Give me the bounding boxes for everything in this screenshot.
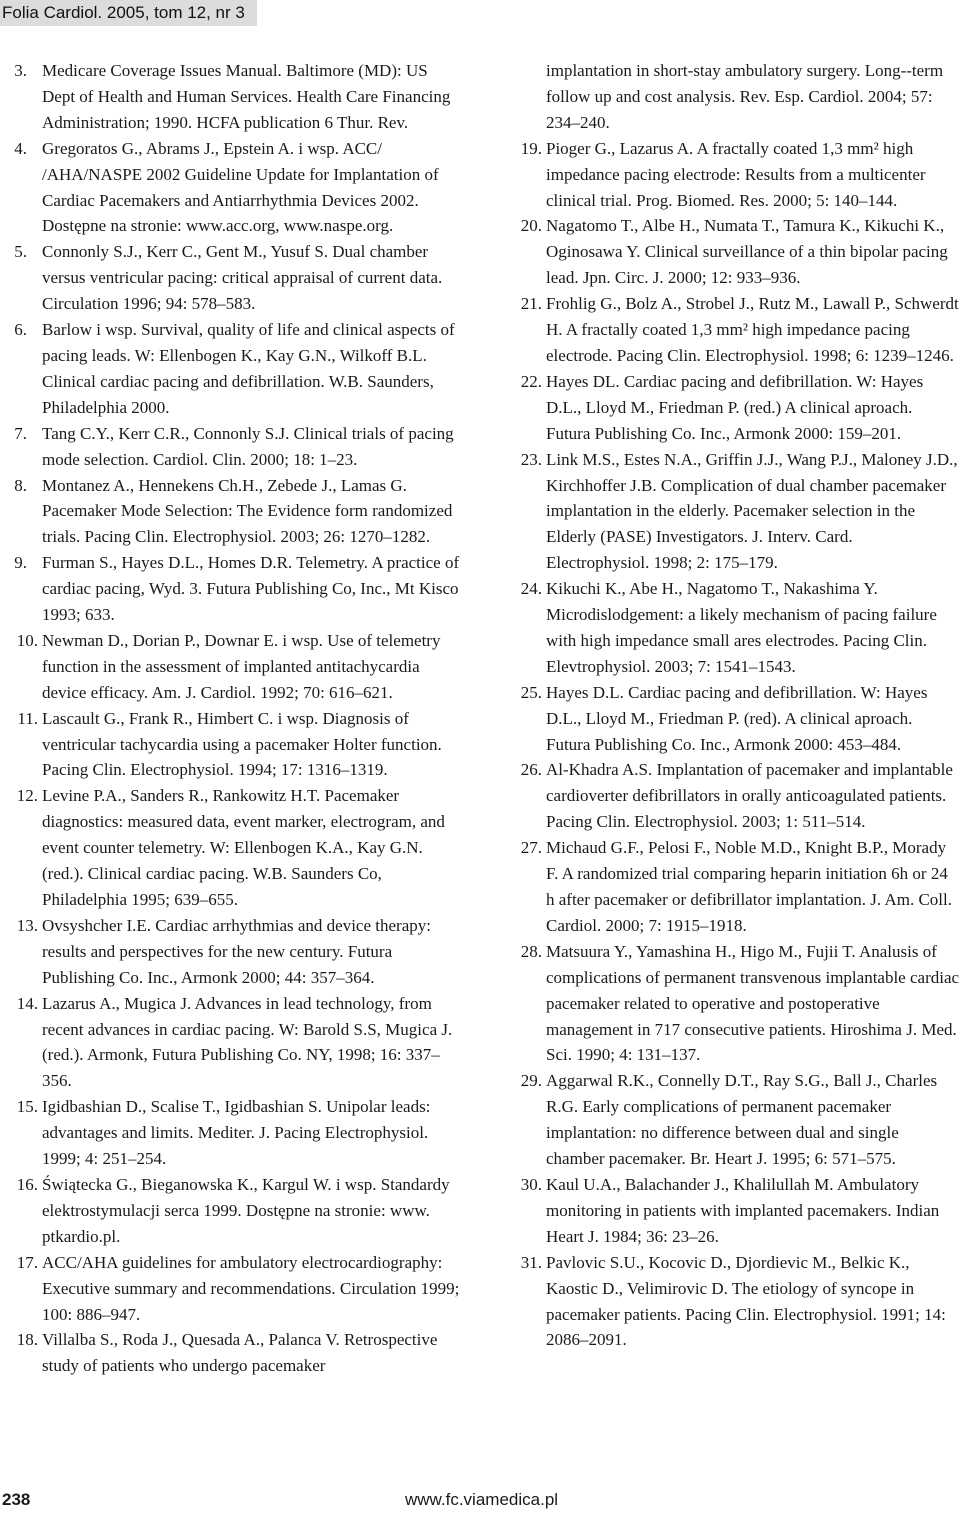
reference-item xyxy=(6,1327,460,1379)
page-number: 238 xyxy=(2,1490,31,1509)
reference-text: implantation in short-stay ambulatory surgery. Long--term follow up and cost analysis. Rev. Esp. Cardiol. 2004; 57: 234–240. xyxy=(546,61,944,132)
reference-item xyxy=(6,58,460,136)
reference-item xyxy=(6,473,460,551)
reference-item xyxy=(6,317,460,421)
reference-number: 27. xyxy=(520,838,542,858)
reference-text: Gregoratos G., Abrams J., Epstein A. i wsp. ACC/ /AHA/NASPE 2002 Guideline Update for Implantation of Cardiac Pacemakers and Antiarrhythmia Devices 2002. Dostępne na stronie: www.acc.org, www.naspe.org. xyxy=(42,138,439,236)
reference-number: 9. xyxy=(14,553,27,573)
reference-number: 31. xyxy=(520,1252,542,1272)
reference-number: 12. xyxy=(16,786,38,806)
reference-item xyxy=(510,680,960,758)
reference-text: Villalba S., Roda J., Quesada A., Palanca V. Retrospective study of patients who undergo pacemaker xyxy=(42,1330,438,1376)
reference-item xyxy=(6,628,460,706)
reference-text: Al-Khadra A.S. Implantation of pacemaker and implantable cardioverter defibrillators in orally anticoagulated patients. Pacing Clin. Electrophysiol. 2003; 1: 511–514. xyxy=(546,760,953,832)
reference-number: 7. xyxy=(14,423,27,443)
journal-website: www.fc.viamedica.pl xyxy=(405,1490,559,1509)
page-footer xyxy=(0,1490,960,1514)
reference-text: Hayes DL. Cardiac pacing and defibrillation. W: Hayes D.L., Lloyd M., Friedman P. (red.) A clinical aproach. Futura Publishing Co. Inc., Armonk 2000: 159–201. xyxy=(546,371,924,443)
reference-text: Ovsyshcher I.E. Cardiac arrhythmias and device therapy: results and perspectives for the new century. Futura Publishing Co. Inc., Armonk 2000; 44: 357–364. xyxy=(42,915,431,987)
reference-item xyxy=(6,239,460,317)
reference-text: Aggarwal R.K., Connelly D.T., Ray S.G., Ball J., Charles R.G. Early complications of permanent pacemaker implantation: no difference between dual and single chamber pacemaker. Br. Heart J. 1995; 6: 571–575. xyxy=(546,1071,938,1169)
reference-item xyxy=(6,421,460,473)
reference-text: Hayes D.L. Cardiac pacing and defibrillation. W: Hayes D.L., Lloyd M., Friedman P. (red). A clinical aproach. Futura Publishing Co. Inc., Armonk 2000: 453–484. xyxy=(546,682,928,754)
reference-number: 5. xyxy=(14,242,27,262)
reference-number: 28. xyxy=(520,941,542,961)
reference-item xyxy=(6,783,460,913)
reference-number: 11. xyxy=(17,708,38,728)
reference-number: 30. xyxy=(520,1174,542,1194)
reference-text: ACC/AHA guidelines for ambulatory electrocardiography: Executive summary and recommendations. Circulation 1999; 100: 886–947. xyxy=(42,1252,460,1324)
reference-item xyxy=(510,1068,960,1172)
reference-text: Nagatomo T., Albe H., Numata T., Tamura K., Kikuchi K., Oginosawa Y. Clinical surveillance of a thin bipolar pacing lead. Jpn. Circ. J. 2000; 12: 933–936. xyxy=(546,216,948,288)
reference-item xyxy=(510,835,960,939)
reference-number: 25. xyxy=(520,682,542,702)
reference-text: Lazarus A., Mugica J. Advances in lead technology, from recent advances in cardiac pacing. W: Barold S.S, Mugica J. (red.). Armonk, Futura Publishing Co. NY, 1998; 16: 337–356. xyxy=(42,993,453,1091)
reference-text: Connonly S.J., Kerr C., Gent M., Yusuf S. Dual chamber versus ventricular pacing: critical appraisal of current data. Circulation 1996; 94: 578–583. xyxy=(42,242,443,314)
reference-item xyxy=(510,1250,960,1354)
reference-number: 14. xyxy=(16,993,38,1013)
reference-text: Świątecka G., Bieganowska K., Kargul W. i wsp. Standardy elektrostymulacji serca 1999. Dostępne na stronie: www. ptkardio.pl. xyxy=(42,1174,450,1246)
reference-text: Kaul U.A., Balachander J., Khalilullah M. Ambulatory monitoring in patients with implanted pacemakers. Indian Heart J. 1984; 36: 23–26. xyxy=(546,1174,940,1246)
reference-number: 15. xyxy=(16,1097,38,1117)
reference-text: Link M.S., Estes N.A., Griffin J.J., Wang P.J., Maloney J.D., Kirchhoffer J.B. Complication of dual chamber pacemaker implantation in the elderly. Pacemaker selection in the Elderly (PASE) Investigators. J. Interv. Card. Electrophysiol. 1998; 2: 175–179. xyxy=(546,449,958,573)
references-left-column xyxy=(6,58,460,1379)
reference-item xyxy=(510,1172,960,1250)
reference-item xyxy=(510,369,960,447)
reference-text: Lascault G., Frank R., Himbert C. i wsp. Diagnosis of ventricular tachycardia using a pacemaker Holter function. Pacing Clin. Electrophysiol. 1994; 17: 1316–1319. xyxy=(42,708,442,780)
reference-text: Frohlig G., Bolz A., Strobel J., Rutz M., Lawall P., Schwerdt H. A fractally coated 1,3 mm² high impedance pacing electrode. Pacing Clin. Electrophysiol. 1998; 6: 1239–1246. xyxy=(546,294,959,365)
reference-number: 24. xyxy=(520,579,542,599)
reference-number: 4. xyxy=(14,138,27,158)
journal-header: Folia Cardiol. 2005, tom 12, nr 3 xyxy=(0,0,257,26)
reference-text: Pioger G., Lazarus A. A fractally coated 1,3 mm² high impedance pacing electrode: Results from a multicenter clinical trial. Prog. Biomed. Res. 2000; 5: 140–144. xyxy=(546,138,926,210)
reference-number: 21. xyxy=(520,294,542,314)
reference-text: Matsuura Y., Yamashina H., Higo M., Fujii T. Analusis of complications of permanent transvenous implantable cardiac pacemaker related to operative and postoperative management in 717 consecutive patients. Hiroshima J. Med. Sci. 1990; 4: 131–137. xyxy=(546,941,960,1065)
reference-text: Levine P.A., Sanders R., Rankowitz H.T. Pacemaker diagnostics: measured data, event marker, electrogram, and event counter telemetry. W: Ellenbogen K.A., Kay G.N. (red.). Clinical cardiac pacing. W.B. Saunders Co, Philadelphia 1995; 639–655. xyxy=(42,786,445,909)
reference-item xyxy=(6,550,460,628)
reference-item xyxy=(510,447,960,577)
reference-item xyxy=(510,939,960,1069)
reference-text: Tang C.Y., Kerr C.R., Connonly S.J. Clinical trials of pacing mode selection. Cardiol. Clin. 2000; 18: 1–23. xyxy=(42,423,454,469)
reference-number: 29. xyxy=(520,1071,542,1091)
reference-text: Newman D., Dorian P., Downar E. i wsp. Use of telemetry function in the assessment of implanted antitachycardia device efficacy. Am. J. Cardiol. 1992; 70: 616–621. xyxy=(42,630,441,702)
reference-text: Medicare Coverage Issues Manual. Baltimore (MD): US Dept of Health and Human Services. Health Care Financing Administration; 1990. HCFA publication 6 Thur. Rev. xyxy=(42,61,451,132)
reference-text: Furman S., Hayes D.L., Homes D.R. Telemetry. A practice of cardiac pacing, Wyd. 3. Futura Publishing Co, Inc., Mt Kisco 1993; 633. xyxy=(42,553,460,625)
reference-number: 3. xyxy=(14,61,27,80)
reference-number: 16. xyxy=(16,1174,38,1194)
reference-item xyxy=(6,1094,460,1172)
reference-item xyxy=(6,913,460,991)
reference-text: Pavlovic S.U., Kocovic D., Djordievic M., Belkic K., Kaostic D., Velimirovic D. The etiology of syncope in pacemaker patients. Pacing Clin. Electrophysiol. 1991; 14: 2086–2091. xyxy=(546,1252,946,1350)
reference-text: Montanez A., Hennekens Ch.H., Zebede J., Lamas G. Pacemaker Mode Selection: The Evidence form randomized trials. Pacing Clin. Electrophysiol. 2003; 26: 1270–1282. xyxy=(42,475,453,547)
reference-item xyxy=(6,1172,460,1250)
reference-text: Kikuchi K., Abe H., Nagatomo T., Nakashima Y. Microdislodgement: a likely mechanism of pacing failure with high impedance small ares electrodes. Pacing Clin. Elevtrophysiol. 2003; 7: 1541–1543. xyxy=(546,579,937,676)
reference-item xyxy=(6,706,460,784)
reference-item xyxy=(510,136,960,214)
reference-item xyxy=(510,213,960,291)
reference-text: Barlow i wsp. Survival, quality of life and clinical aspects of pacing leads. W: Ellenbogen K., Kay G.N., Wilkoff B.L. Clinical cardiac pacing and defibrillation. W.B. Saunders, Philadelphia 2000. xyxy=(42,320,455,417)
reference-item xyxy=(510,757,960,835)
reference-number: 10. xyxy=(16,630,38,650)
reference-text: Igidbashian D., Scalise T., Igidbashian S. Unipolar leads: advantages and limits. Mediter. J. Pacing Electrophysiol. 1999; 4: 251–254. xyxy=(42,1097,431,1169)
reference-number: 19. xyxy=(520,138,542,158)
references-right-column xyxy=(510,58,960,1353)
reference-item xyxy=(6,1250,460,1328)
reference-number: 18. xyxy=(16,1330,38,1350)
reference-item xyxy=(510,291,960,369)
reference-item xyxy=(510,576,960,680)
reference-item xyxy=(510,58,960,136)
reference-number: 22. xyxy=(520,371,542,391)
reference-number: 6. xyxy=(14,320,27,340)
reference-item xyxy=(6,136,460,240)
reference-text: Michaud G.F., Pelosi F., Noble M.D., Knight B.P., Morady F. A randomized trial comparing heparin initiation 6h or 24 h after pacemaker or defibrillator implantation. J. Am. Coll. Cardiol. 2000; 7: 1915–1918. xyxy=(546,838,952,935)
reference-number: 20. xyxy=(520,216,542,236)
reference-number: 17. xyxy=(16,1252,38,1272)
reference-item xyxy=(6,991,460,1095)
reference-number: 26. xyxy=(520,760,542,780)
reference-number: 23. xyxy=(520,449,542,469)
reference-number: 8. xyxy=(14,475,27,495)
reference-number: 13. xyxy=(16,915,38,935)
